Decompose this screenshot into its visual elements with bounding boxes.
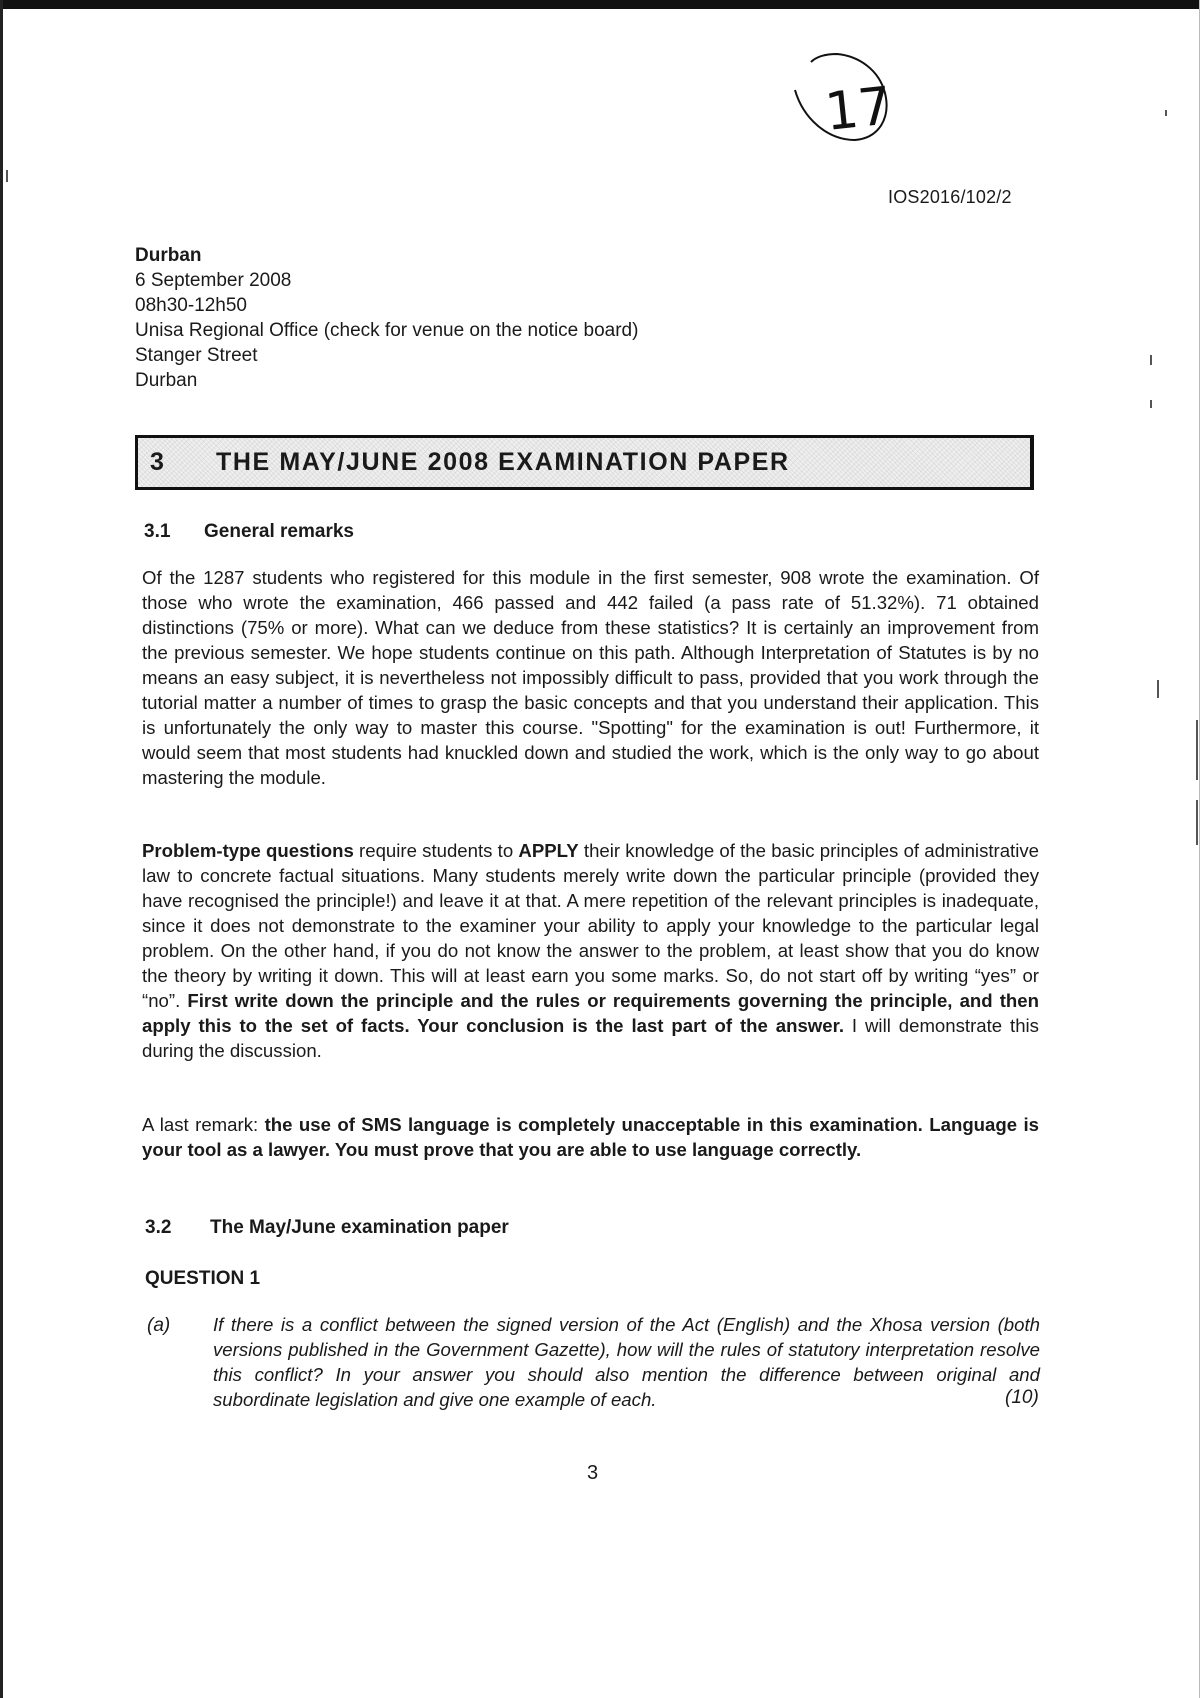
scan-speck [6, 170, 8, 182]
venue-block [135, 243, 638, 393]
scan-speck [1157, 680, 1159, 698]
venue-street: Stanger Street [135, 345, 258, 366]
question-part-text: If there is a conflict between the signed version of the Act (English) and the Xhosa version (both versions published in the Government Gazette), how will the rules of statutory interpretation resolve this conflict? In your answer you should also mention the difference between original and subordinate legislation and give one example of each. [213, 1314, 1040, 1410]
scan-top-border [0, 0, 1200, 9]
question-part-label: (a) [147, 1315, 171, 1336]
section-number: 3 [150, 448, 165, 476]
handwritten-page-mark [775, 48, 895, 158]
bold-instruction: First write down the principle and the rules or requirements governing the principle, and then apply this to the set of facts. Your conclusion is the last part of the answer. [142, 990, 1039, 1036]
last-remark-bold: the use of SMS language is completely unacceptable in this examination. Language is your tool as a lawyer. You must prove that you are able to use language correctly. [142, 1114, 1039, 1160]
page-number: 3 [587, 1462, 599, 1484]
bold-lead: Problem-type questions [142, 840, 354, 861]
subsection-number: 3.2 [145, 1217, 172, 1238]
subsection-title: General remarks [204, 521, 354, 542]
handwritten-number: 17 [822, 76, 895, 143]
last-remark-paragraph [142, 1112, 1039, 1162]
subsection-title: The May/June examination paper [210, 1217, 509, 1238]
paragraph-text: I will demonstrate this during the discussion. [142, 1015, 1039, 1061]
paragraph-text: require students to [353, 840, 519, 861]
bold-apply: APPLY [518, 840, 579, 861]
problem-questions-paragraph [142, 838, 1039, 1063]
paragraph-text: their knowledge of the basic principles of administrative law to concrete factual situations. Many students merely write down the particular principle (provided they have recognised the principle!) and leave it at that. A mere repetition of the relevant principles is inadequate, since it does not demonstrate to the examiner your ability to apply your knowledge to the particular legal problem. On the other hand, if you do not know the answer to the problem, at least show that you do know the theory by writing it down. This will at least earn you some marks. So, do not start off by writing “yes” or “no”. [142, 840, 1039, 1011]
general-remarks-paragraph: Of the 1287 students who registered for this module in the first semester, 908 wrote the examination. Of those who wrote the examination, 466 passed and 442 failed (a pass rate of 51.32%). 71 obtained distinctions (75% or more). What can we deduce from these statistics? It is certainly an improvement from the previous semester. We hope students continue on this path. Although Interpretation of Statutes is by no means an easy subject, it is nevertheless not impossibly difficult to pass, provided that you work through the tutorial matter a number of times to grasp the basic concepts and that you understand their application. This is unfortunately the only way to master this course. "Spotting" for the examination is out! Furthermore, it would seem that most students had knuckled down and studied the work, which is the only way to go about mastering the module. [142, 567, 1039, 788]
subsection-heading-general-remarks [144, 521, 354, 543]
scan-speck [1165, 110, 1167, 116]
section-title: THE MAY/JUNE 2008 EXAMINATION PAPER [216, 448, 790, 476]
venue-date: 6 September 2008 [135, 270, 292, 291]
venue-city: Durban [135, 245, 202, 266]
scan-speck [1150, 400, 1152, 408]
scan-speck [1196, 720, 1198, 780]
scan-left-border [0, 0, 3, 1698]
venue-town: Durban [135, 370, 198, 391]
subsection-heading-exam-paper [145, 1217, 509, 1239]
last-remark-lead: A last remark: [142, 1114, 265, 1135]
question-heading: QUESTION 1 [145, 1268, 261, 1289]
scan-speck [1196, 800, 1198, 845]
module-code: IOS2016/102/2 [888, 187, 1012, 207]
venue-location: Unisa Regional Office (check for venue on the notice board) [135, 320, 639, 341]
section-heading-box [135, 435, 1034, 490]
scan-speck [1150, 355, 1152, 365]
venue-time: 08h30-12h50 [135, 295, 247, 316]
subsection-number: 3.1 [144, 521, 171, 542]
question-marks: (10) [1005, 1387, 1039, 1408]
